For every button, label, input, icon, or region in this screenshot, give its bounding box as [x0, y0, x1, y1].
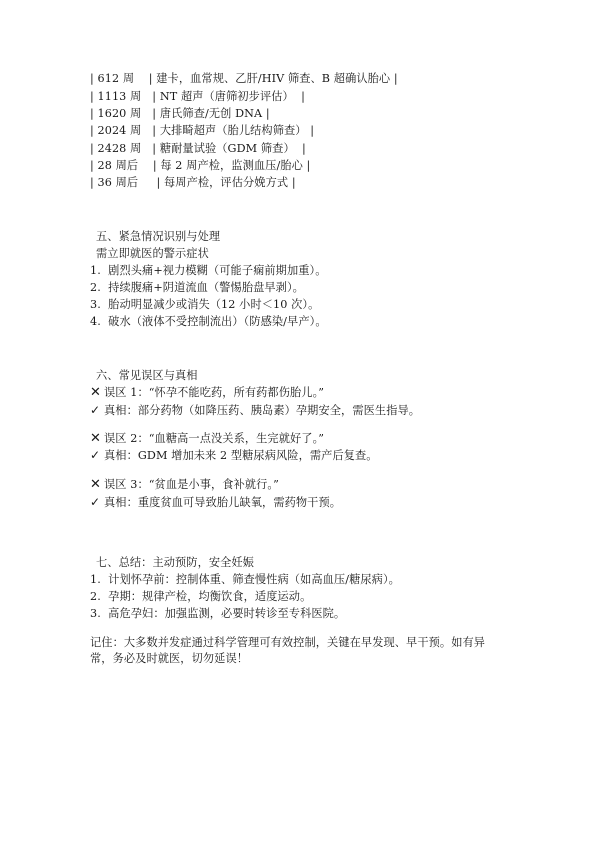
section-title: 五、紧急情况识别与处理 — [96, 230, 221, 243]
truth-text: 真相：GDM 增加未来 2 型糖尿病风险，需产后复查。 — [104, 449, 378, 462]
list-item: 1. 计划怀孕前：控制体重、筛查慢性病（如高血压/糖尿病）。 — [90, 573, 400, 586]
myth-line — [90, 385, 324, 401]
myth-line — [90, 477, 279, 493]
note-text: 记住：大多数并发症通过科学管理可有效控制，关键在早发现、早干预。如有异 — [90, 636, 486, 649]
truth-line — [90, 494, 341, 511]
note-text: 常，务必及时就医，切勿延误！ — [90, 652, 249, 665]
check-icon: ✓ — [90, 448, 101, 462]
check-icon: ✓ — [90, 495, 101, 509]
section-title: 六、常见误区与真相 — [96, 369, 198, 382]
truth-text: 真相：重度贫血可导致胎儿缺氧，需药物干预。 — [104, 496, 342, 509]
section-subtitle: 需立即就医的警示症状 — [96, 247, 209, 260]
myth-line — [90, 431, 324, 447]
myth-text: 误区 3：“贫血是小事，食补就行。” — [104, 478, 279, 491]
list-item: 3. 高危孕妇：加强监测，必要时转诊至专科医院。 — [90, 607, 346, 620]
schedule-row: | 612 周 | 建卡，血常规、乙肝/HIV 筛查、B 超确认胎心 | — [90, 72, 398, 85]
schedule-row: | 2428 周 | 糖耐量试验（GDM 筛查） | — [90, 142, 306, 155]
myth-text: 误区 2：“血糖高一点没关系，生完就好了。” — [104, 432, 325, 445]
schedule-row: | 28 周后 | 每 2 周产检，监测血压/胎心 | — [90, 159, 311, 172]
cross-icon: ✕ — [90, 431, 101, 446]
check-icon: ✓ — [90, 403, 101, 417]
truth-text: 真相：部分药物（如降压药、胰岛素）孕期安全，需医生指导。 — [104, 404, 421, 417]
list-item: 3. 胎动明显减少或消失（12 小时＜10 次）。 — [90, 298, 320, 311]
truth-line — [90, 402, 420, 419]
list-item: 4. 破水（液体不受控制流出）（防感染/早产）。 — [90, 315, 327, 328]
cross-icon: ✕ — [90, 385, 101, 400]
list-item: 2. 持续腹痛+阴道流血（警惕胎盘早剥）。 — [90, 281, 304, 294]
list-item: 2. 孕期：规律产检，均衡饮食，适度运动。 — [90, 590, 312, 603]
truth-line — [90, 447, 378, 464]
myth-text: 误区 1：“怀孕不能吃药，所有药都伤胎儿。” — [104, 386, 325, 399]
cross-icon: ✕ — [90, 477, 101, 492]
schedule-row: | 36 周后 | 每周产检，评估分娩方式 | — [90, 176, 296, 189]
schedule-row: | 1620 周 | 唐氏筛查/无创 DNA | — [90, 107, 270, 120]
schedule-row: | 1113 周 | NT 超声（唐筛初步评估） | — [90, 90, 305, 103]
section-title: 七、总结：主动预防，安全妊娠 — [96, 556, 255, 569]
schedule-row: | 2024 周 | 大排畸超声（胎儿结构筛查） | — [90, 124, 315, 137]
list-item: 1. 剧烈头痛+视力模糊（可能子痫前期加重）。 — [90, 264, 327, 277]
